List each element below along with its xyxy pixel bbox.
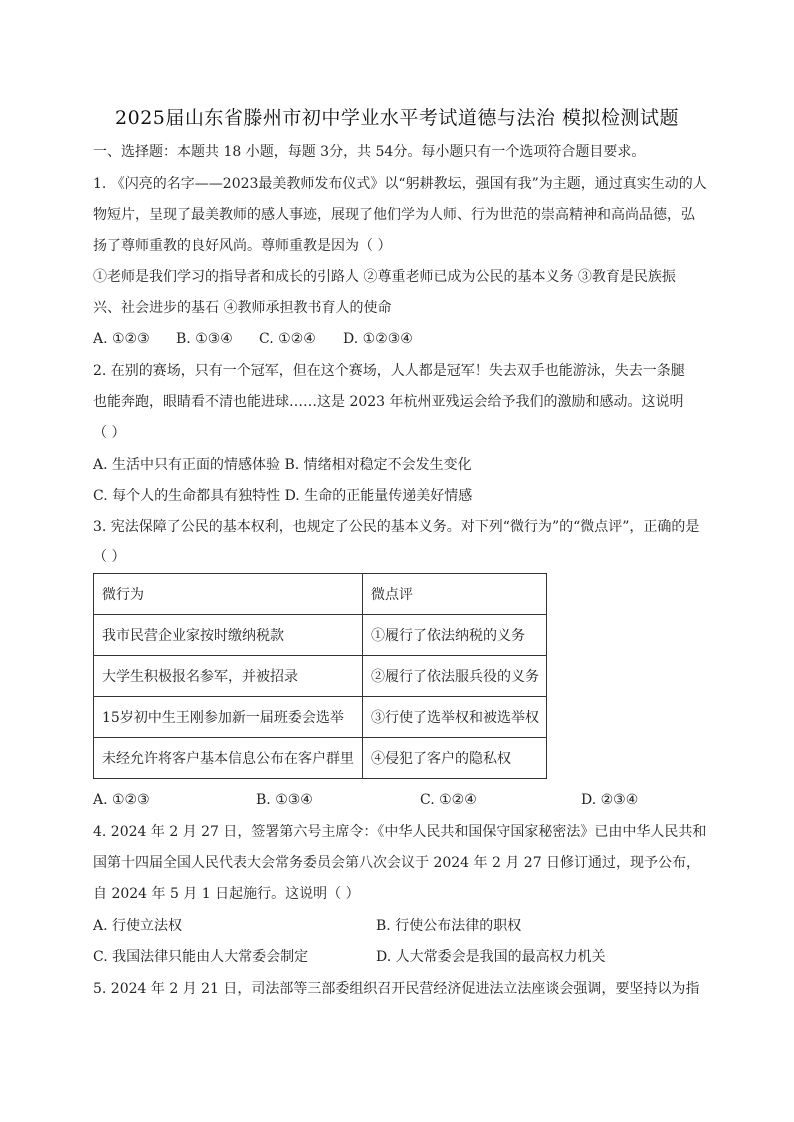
q4-option-c[interactable]: C. 我国法律只能由人大常委会制定 xyxy=(93,949,309,965)
q4-option-b[interactable]: B. 行使公布法律的职权 xyxy=(376,918,522,934)
table-header-row xyxy=(94,574,547,615)
table-cell: ④侵犯了客户的隐私权 xyxy=(363,738,547,779)
table-cell: 大学生积极报名参军，并被招录 xyxy=(94,656,363,697)
q4-line-3: 自 2024 年 5 月 1 日起施行。这说明（ ） xyxy=(93,886,360,902)
q1-option-a[interactable]: A. ①②③ xyxy=(93,331,150,347)
table-row xyxy=(94,697,547,738)
q5-line-1: 5. 2024 年 2 月 21 日，司法部等三部委组织召开民营经济促进法立法座谈会强调，要坚持以为指 xyxy=(93,981,700,997)
q2-line-1: 2. 在别的赛场，只有一个冠军，但在这个赛场，人人都是冠军！失去双手也能游泳，失去一条腿 xyxy=(93,363,685,379)
q3-line-1: 3. 宪法保障了公民的基本权利，也规定了公民的基本义务。对下列“微行为”的“微点评”，正确的是 xyxy=(93,519,700,535)
q3-table xyxy=(93,573,547,779)
table-cell: 我市民营企业家按时缴纳税款 xyxy=(94,615,363,656)
q1-line-1: 1. 《闪亮的名字——2023最美教师发布仪式》以“躬耕教坛，强国有我”为主题，通过真实生动的人 xyxy=(93,176,707,192)
q3-option-d[interactable]: D. ②③④ xyxy=(581,792,639,808)
q3-option-a[interactable]: A. ①②③ xyxy=(93,792,150,808)
q1-line-5: 兴、社会进步的基石 ④教师承担教书育人的使命 xyxy=(93,300,392,316)
q3-line-2: （ ） xyxy=(93,549,126,565)
q4-line-1: 4. 2024 年 2 月 27 日，签署第六号主席令：《中华人民共和国保守国家秘密法》已由中华人民共和 xyxy=(93,824,707,840)
table-header-cell: 微行为 xyxy=(94,574,363,615)
q1-line-2: 物短片，呈现了最美教师的感人事迹，展现了他们学为人师、行为世范的崇高精神和高尚品德，弘 xyxy=(93,207,695,223)
q1-option-d[interactable]: D. ①②③④ xyxy=(343,331,413,347)
q2-options-cd[interactable]: C. 每个人的生命都具有独特性 D. 生命的正能量传递美好情感 xyxy=(93,488,473,504)
q2-options-ab[interactable]: A. 生活中只有正面的情感体验 B. 情绪相对稳定不会发生变化 xyxy=(93,457,472,473)
q1-line-3: 扬了尊师重教的良好风尚。尊师重教是因为（ ） xyxy=(93,238,392,254)
section-header: 一、选择题：本题共 18 小题，每题 3分，共 54分。每小题只有一个选项符合题目要求。 xyxy=(93,144,646,160)
q3-option-c[interactable]: C. ①②④ xyxy=(420,792,477,808)
table-header-cell: 微点评 xyxy=(363,574,547,615)
q2-line-2: 也能奔跑，眼睛看不清也能进球……这是 2023 年杭州亚残运会给予我们的激励和感动。这说明 xyxy=(93,394,684,410)
table-cell: ①履行了依法纳税的义务 xyxy=(363,615,547,656)
table-cell: 15岁初中生王刚参加新一届班委会选举 xyxy=(94,697,363,738)
table-row xyxy=(94,656,547,697)
table-cell: ②履行了依法服兵役的义务 xyxy=(363,656,547,697)
q3-option-b[interactable]: B. ①③④ xyxy=(256,792,313,808)
q4-line-2: 国第十四届全国人民代表大会常务委员会第八次会议于 2024 年 2 月 27 日修订通过，现予公布， xyxy=(93,855,701,871)
q4-option-a[interactable]: A. 行使立法权 xyxy=(93,918,183,934)
table-cell: ③行使了选举权和被选举权 xyxy=(363,697,547,738)
q1-option-c[interactable]: C. ①②④ xyxy=(259,331,316,347)
page-title: 2025届山东省滕州市初中学业水平考试道德与法治 模拟检测试题 xyxy=(115,107,679,129)
q1-line-4: ①老师是我们学习的指导者和成长的引路人 ②尊重老师已成为公民的基本义务 ③教育是民族振 xyxy=(93,269,676,285)
q1-option-b[interactable]: B. ①③④ xyxy=(176,331,233,347)
table-row xyxy=(94,738,547,779)
q2-line-3: （ ） xyxy=(93,425,126,441)
table-cell: 未经允许将客户基本信息公布在客户群里 xyxy=(94,738,363,779)
q4-option-d[interactable]: D. 人大常委会是我国的最高权力机关 xyxy=(376,949,606,965)
table-row xyxy=(94,615,547,656)
